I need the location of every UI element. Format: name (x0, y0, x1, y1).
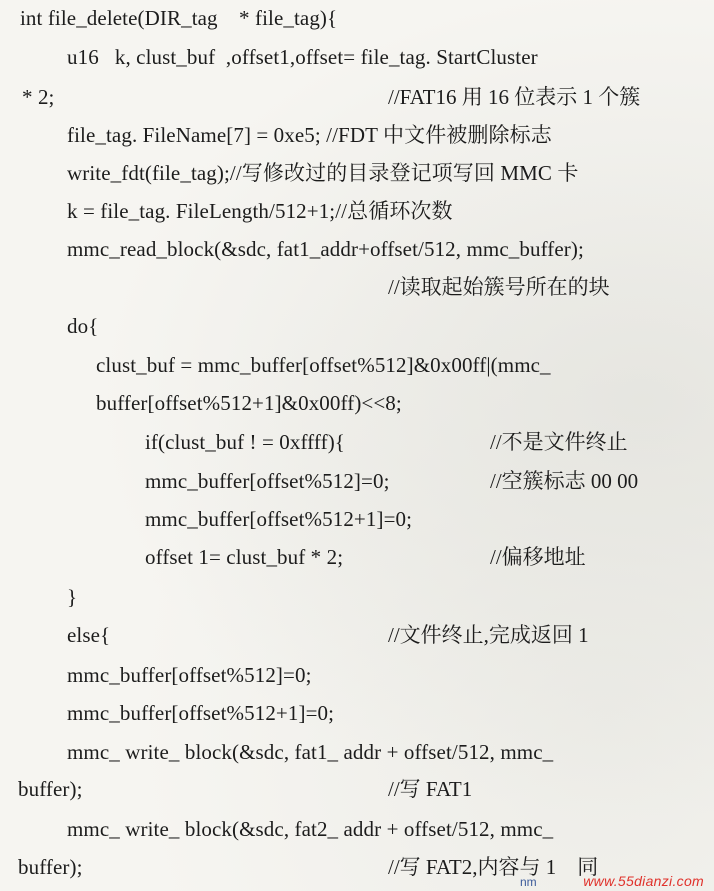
watermark-prefix: nm (520, 875, 537, 889)
code-line-11: if(clust_buf ! = 0xffff){ (145, 430, 345, 454)
code-line-10: buffer[offset%512+1]&0x00ff)<<8; (96, 391, 402, 415)
watermark-link[interactable]: www.55dianzi.com (583, 873, 704, 889)
comment-empty-cluster: //空簇标志 00 00 (490, 469, 639, 493)
code-line-1: int file_delete(DIR_tag * file_tag){ (20, 6, 338, 30)
code-line-7: mmc_read_block(&sdc, fat1_addr+offset/512, mmc_buffer); (67, 237, 584, 261)
comment-offset-addr: //偏移地址 (490, 545, 586, 569)
comment-write-fat1: //写 FAT1 (388, 777, 473, 801)
code-line-4: file_tag. FileName[7] = 0xe5; //FDT 中文件被删除标志 (67, 123, 552, 147)
code-line-6: k = file_tag. FileLength/512+1;//总循环次数 (67, 199, 453, 223)
code-line-22: buffer); (18, 855, 83, 879)
code-line-9: clust_buf = mmc_buffer[offset%512]&0x00ff|(mmc_ (96, 353, 551, 377)
code-line-13: mmc_buffer[offset%512+1]=0; (145, 507, 413, 531)
code-line-2: u16 k, clust_buf ,offset1,offset= file_tag. StartCluster (67, 45, 538, 69)
code-line-15: } (67, 585, 78, 609)
code-line-18: mmc_buffer[offset%512+1]=0; (67, 701, 335, 725)
code-line-8: do{ (67, 314, 99, 338)
code-line-21: mmc_ write_ block(&sdc, fat2_ addr + offset/512, mmc_ (67, 817, 554, 841)
code-line-19: mmc_ write_ block(&sdc, fat1_ addr + offset/512, mmc_ (67, 740, 554, 764)
code-line-14: offset 1= clust_buf * 2; (145, 545, 344, 569)
comment-file-end: //文件终止,完成返回 1 (388, 623, 589, 647)
code-line-20: buffer); (18, 777, 83, 801)
code-line-5: write_fdt(file_tag);//写修改过的目录登记项写回 MMC 卡 (67, 161, 579, 185)
comment-fat16: //FAT16 用 16 位表示 1 个簇 (388, 85, 641, 109)
comment-read-block: //读取起始簇号所在的块 (388, 275, 610, 299)
comment-not-end: //不是文件终止 (490, 430, 628, 454)
code-line-12: mmc_buffer[offset%512]=0; (145, 469, 390, 493)
comment-write-fat2: //写 FAT2,内容与 1 同 (388, 855, 599, 879)
code-line-17: mmc_buffer[offset%512]=0; (67, 663, 312, 687)
code-line-3: * 2; (22, 85, 55, 109)
code-line-16: else{ (67, 623, 111, 647)
